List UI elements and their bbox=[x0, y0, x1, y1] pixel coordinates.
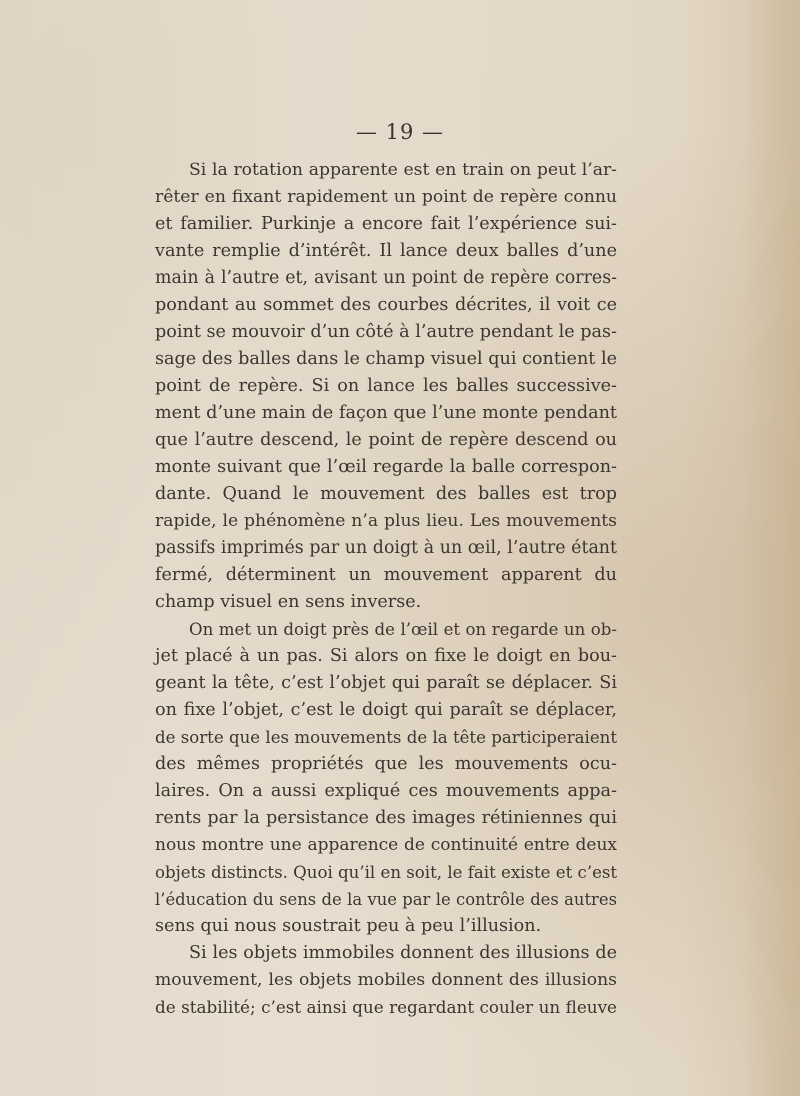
text-line: point de repère. Si on lance les balles successive- bbox=[155, 376, 617, 396]
text-line: ment d’une main de façon que l’une monte pendant bbox=[155, 403, 617, 423]
text-line: geant la tête, c’est l’objet qui paraît se déplacer. Si bbox=[155, 673, 617, 693]
text-line: rents par la persistance des images rétiniennes qui bbox=[155, 808, 617, 828]
text-line: que l’autre descend, le point de repère descend ou bbox=[155, 430, 617, 450]
text-line: Si la rotation apparente est en train on peut l’ar- bbox=[189, 160, 617, 180]
text-line: vante remplie d’intérêt. Il lance deux balles d’une bbox=[155, 241, 617, 261]
text-line: mouvement, les objets mobiles donnent des illusions bbox=[155, 970, 617, 990]
text-line: objets distincts. Quoi qu’il en soit, le fait existe et c’est bbox=[155, 863, 618, 882]
text-line: on fixe l’objet, c’est le doigt qui paraît se déplacer, bbox=[155, 700, 617, 720]
text-line: fermé, déterminent un mouvement apparent du bbox=[155, 565, 617, 585]
text-line: champ visuel en sens inverse. bbox=[155, 592, 422, 612]
page-number: — 19 — bbox=[355, 120, 445, 144]
text-line: passifs imprimés par un doigt à un œil, l’autre étant bbox=[155, 538, 617, 558]
text-line: et familier. Purkinje a encore fait l’expérience sui- bbox=[155, 214, 617, 234]
text-line: On met un doigt près de l’œil et on regarde un ob- bbox=[189, 620, 617, 639]
text-line: main à l’autre et, avisant un point de repère corres- bbox=[155, 268, 617, 288]
text-line: sens qui nous soustrait peu à peu l’illusion. bbox=[155, 916, 542, 936]
body-text bbox=[155, 157, 617, 1021]
text-line: de sorte que les mouvements de la tête participeraient bbox=[155, 728, 617, 747]
text-line: dante. Quand le mouvement des balles est trop bbox=[155, 484, 617, 504]
text-line: nous montre une apparence de continuité entre deux bbox=[155, 835, 617, 855]
page-edge-stain bbox=[740, 0, 800, 1096]
text-line: sage des balles dans le champ visuel qui contient le bbox=[155, 349, 617, 369]
text-line: Si les objets immobiles donnent des illusions de bbox=[189, 943, 617, 963]
text-line: rêter en fixant rapidement un point de repère connu bbox=[155, 187, 617, 207]
text-line: l’éducation du sens de la vue par le contrôle des autres bbox=[155, 890, 617, 909]
text-line: de stabilité; c’est ainsi que regardant couler un fleuve bbox=[155, 997, 617, 1017]
text-line: monte suivant que l’œil regarde la balle correspon- bbox=[155, 457, 617, 477]
text-line: laires. On a aussi expliqué ces mouvements appa- bbox=[155, 781, 617, 801]
text-line: point se mouvoir d’un côté à l’autre pendant le pas- bbox=[155, 322, 617, 342]
text-line: rapide, le phénomène n’a plus lieu. Les mouvements bbox=[155, 511, 617, 531]
text-line: pondant au sommet des courbes décrites, il voit ce bbox=[155, 295, 617, 315]
text-line: jet placé à un pas. Si alors on fixe le doigt en bou- bbox=[155, 646, 617, 666]
text-line: des mêmes propriétés que les mouvements ocu- bbox=[155, 754, 617, 774]
